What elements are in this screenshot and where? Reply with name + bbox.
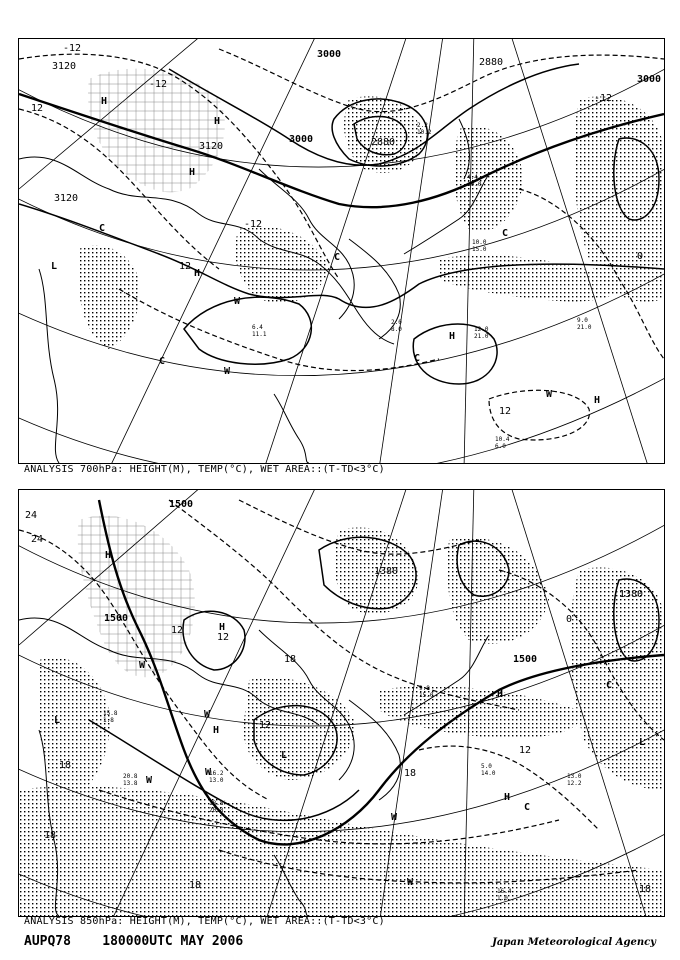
center-label: H bbox=[497, 689, 504, 700]
center-label: L bbox=[281, 750, 288, 761]
svg-text:10.2: 10.2 bbox=[417, 129, 432, 136]
temp-label: -12 bbox=[244, 219, 263, 230]
temp-label: -12 bbox=[149, 79, 168, 90]
temp-label: 12 bbox=[171, 625, 184, 636]
wet-area bbox=[38, 657, 110, 800]
center-label: W bbox=[205, 767, 212, 778]
center-label: W bbox=[407, 877, 414, 888]
svg-text:12.0: 12.0 bbox=[474, 326, 489, 333]
svg-text:15.8: 15.8 bbox=[103, 710, 118, 717]
valid-time: 180000UTC MAY 2006 bbox=[102, 934, 244, 949]
station-plot bbox=[577, 317, 592, 331]
svg-text:8.0: 8.0 bbox=[391, 326, 402, 333]
temp-label: 12 bbox=[31, 103, 44, 114]
svg-text:10.0: 10.0 bbox=[472, 239, 487, 246]
center-label: C bbox=[159, 356, 166, 367]
center-label: W bbox=[391, 812, 398, 823]
center-label: C bbox=[524, 802, 531, 813]
wet-area bbox=[570, 567, 664, 790]
map-panel-850hpa bbox=[18, 489, 665, 917]
temp-label: 0 bbox=[566, 614, 573, 625]
svg-text:2.2: 2.2 bbox=[417, 122, 428, 129]
panel-caption: ANALYSIS 850hPa: HEIGHT(M), TEMP(°C), WET AREA::(T-TD<3°C) bbox=[24, 916, 385, 927]
svg-text:14.0: 14.0 bbox=[481, 770, 496, 777]
wet-area bbox=[78, 245, 140, 349]
height-label: 1500 bbox=[513, 654, 538, 665]
chart-id-time bbox=[24, 934, 243, 949]
center-label: W bbox=[234, 296, 241, 307]
chart-code: AUPQ78 bbox=[24, 934, 71, 949]
temp-label: 18 bbox=[404, 768, 417, 779]
center-label: H bbox=[213, 725, 220, 736]
height-label: 1380 bbox=[619, 589, 644, 600]
station-plot bbox=[209, 800, 224, 814]
svg-text:9.8: 9.8 bbox=[419, 685, 430, 692]
temp-label: 18 bbox=[284, 654, 297, 665]
temp-label: -12 bbox=[63, 43, 82, 54]
temp-label: 18 bbox=[59, 760, 72, 771]
svg-text:10.0: 10.0 bbox=[467, 181, 482, 188]
wet-area bbox=[78, 516, 195, 678]
center-label: H bbox=[214, 116, 221, 127]
svg-text:10.4: 10.4 bbox=[495, 436, 510, 443]
center-label: H bbox=[194, 268, 201, 279]
temp-label: 0 bbox=[637, 251, 644, 262]
svg-text:21.0: 21.0 bbox=[474, 333, 489, 340]
center-label: H bbox=[189, 167, 196, 178]
temp-label: 18 bbox=[189, 880, 202, 891]
center-label: C bbox=[99, 223, 106, 234]
map-700hpa bbox=[19, 39, 664, 463]
temp-label: 12 bbox=[179, 261, 192, 272]
center-label: C bbox=[334, 252, 341, 263]
svg-text:20.8: 20.8 bbox=[209, 807, 224, 814]
center-label: L bbox=[54, 715, 61, 726]
height-label: 1500 bbox=[104, 613, 129, 624]
map-panel-700hpa bbox=[18, 38, 665, 464]
center-label: W bbox=[546, 389, 553, 400]
map-850hpa bbox=[19, 490, 664, 916]
temp-label: 12 bbox=[217, 632, 230, 643]
center-label: H bbox=[504, 792, 511, 803]
svg-text:13.0: 13.0 bbox=[209, 777, 224, 784]
height-label: 3120 bbox=[52, 61, 77, 72]
temp-label: 12 bbox=[519, 745, 532, 756]
height-label: 3120 bbox=[54, 193, 79, 204]
svg-text:2.0: 2.0 bbox=[391, 319, 402, 326]
center-label: H bbox=[101, 96, 108, 107]
svg-text:15.0: 15.0 bbox=[472, 246, 487, 253]
center-label: L bbox=[51, 261, 58, 272]
height-label: 2880 bbox=[371, 137, 396, 148]
center-label: L bbox=[639, 737, 646, 748]
agency-credit: Japan Meteorological Agency bbox=[492, 937, 656, 948]
center-label: H bbox=[594, 395, 601, 406]
station-plot bbox=[391, 319, 402, 333]
svg-text:15.0: 15.0 bbox=[419, 692, 434, 699]
height-label: 2880 bbox=[479, 57, 504, 68]
station-plot bbox=[472, 239, 487, 253]
height-label: 3000 bbox=[289, 134, 314, 145]
temp-label: 18 bbox=[44, 830, 57, 841]
station-plot bbox=[103, 710, 118, 724]
center-label: W bbox=[204, 709, 211, 720]
center-label: W bbox=[146, 775, 153, 786]
panel-caption: ANALYSIS 700hPa: HEIGHT(M), TEMP(°C), WET AREA::(T-TD<3°C) bbox=[24, 464, 385, 475]
svg-text:9.0: 9.0 bbox=[577, 317, 588, 324]
svg-text:1.8: 1.8 bbox=[103, 717, 114, 724]
center-label: W bbox=[139, 660, 146, 671]
temp-label: 18 bbox=[639, 884, 652, 895]
svg-text:16.4: 16.4 bbox=[497, 888, 512, 895]
temp-label: 12 bbox=[499, 406, 512, 417]
svg-text:18.8: 18.8 bbox=[209, 800, 224, 807]
center-label: C bbox=[414, 353, 421, 364]
temp-label: 12 bbox=[259, 720, 272, 731]
svg-text:11.1: 11.1 bbox=[252, 331, 267, 338]
center-label: C bbox=[606, 680, 613, 691]
center-label: C bbox=[502, 228, 509, 239]
svg-text:21.0: 21.0 bbox=[577, 324, 592, 331]
wet-area bbox=[235, 226, 329, 302]
height-label: 3000 bbox=[317, 49, 342, 60]
svg-text:13.8: 13.8 bbox=[123, 780, 138, 787]
center-label: W bbox=[224, 366, 231, 377]
svg-text:5.0: 5.0 bbox=[481, 763, 492, 770]
center-label: H bbox=[105, 550, 112, 561]
station-plot bbox=[567, 773, 582, 787]
station-plot bbox=[495, 436, 510, 450]
svg-text:20.8: 20.8 bbox=[123, 773, 138, 780]
height-label: 1380 bbox=[374, 566, 399, 577]
temp-label: 24 bbox=[31, 534, 44, 545]
temp-label: 24 bbox=[25, 510, 38, 521]
station-plot bbox=[481, 763, 496, 777]
center-label: H bbox=[219, 622, 226, 633]
height-label: 1500 bbox=[169, 499, 194, 510]
center-label: H bbox=[449, 331, 456, 342]
station-plot bbox=[474, 326, 489, 340]
svg-text:1.0: 1.0 bbox=[497, 895, 508, 902]
station-plot bbox=[209, 770, 224, 784]
station-plot bbox=[252, 324, 267, 338]
svg-text:16.2: 16.2 bbox=[209, 770, 224, 777]
svg-text:13.0: 13.0 bbox=[567, 773, 582, 780]
svg-text:6.4: 6.4 bbox=[252, 324, 263, 331]
svg-text:4.4: 4.4 bbox=[467, 174, 478, 181]
station-plot bbox=[123, 773, 138, 787]
svg-text:12.2: 12.2 bbox=[567, 780, 582, 787]
height-label: 3000 bbox=[637, 74, 662, 85]
temp-label: -12 bbox=[594, 93, 613, 104]
height-label: 3120 bbox=[199, 141, 224, 152]
svg-text:6.0: 6.0 bbox=[495, 443, 506, 450]
